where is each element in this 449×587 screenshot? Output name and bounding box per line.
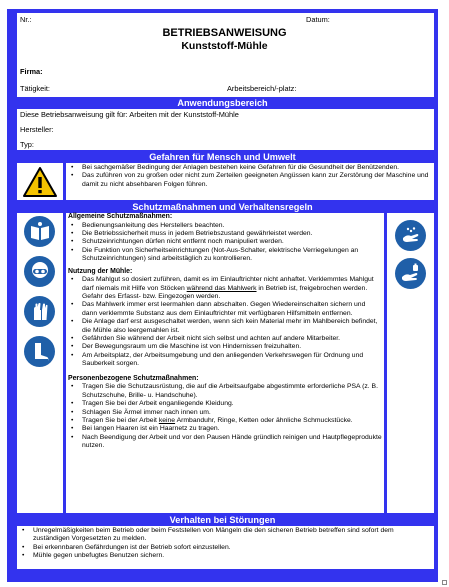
list-item: • Die Anlage darf erst ausgeschaltet werden, wenn sich kein Material mehr im Mahlbereich befindet, die Mühle also leergemahlen ist.: [68, 318, 382, 335]
safety-gloves-icon: [24, 296, 55, 327]
person-keine-underlined: keine: [158, 416, 176, 424]
nutzung-list: [68, 276, 382, 368]
person-keine-pre: Tragen Sie bei der Arbeit: [82, 416, 159, 424]
firma-label: Firma:: [20, 67, 43, 76]
gefahren-heading: Gefahren für Mensch und Umwelt: [149, 152, 296, 162]
nutzung-first-post: in Betrieb ist, freigebrochen werden. Gefahr des Erfasst- bzw. Eingezogen werden.: [82, 284, 368, 301]
list-item: • Die Betriebssicherheit muss in jedem Betriebszustand gewährleistet werden.: [68, 230, 382, 238]
list-item: • Gefährden Sie während der Arbeit nicht sich selbst und achten auf andere Mitarbeiter.: [68, 335, 382, 343]
resize-handle[interactable]: [442, 580, 447, 585]
list-item: • Mühle gegen unbefugtes Benutzen sichern.: [19, 552, 432, 560]
list-item: [68, 276, 382, 301]
gefahren-list: [68, 164, 432, 189]
list-item: • Nach Beendigung der Arbeit und vor den Pausen Hände gründlich reinigen und Hautpflegeprodukte nutzen.: [68, 434, 382, 451]
list-item: • Tragen Sie die Schutzausrüstung, die auf die Arbeitsaufgabe abgestimmte erforderliche PSA (z. B. Schutzschuhe, Brille- u. Handschuhe).: [68, 383, 382, 400]
list-item: • Bei langen Haaren ist ein Haarnetz zu tragen.: [68, 425, 382, 433]
list-item: • Schutzeinrichtungen dürfen nicht entfernt noch manipuliert werden.: [68, 238, 382, 246]
list-item: • Bei sachgemäßer Bedingung der Anlagen bestehen keine Gefahren für die Gesundheit der Benützenden.: [68, 164, 432, 172]
typ-label: Typ:: [20, 140, 34, 149]
list-item: • Der Bewegungsraum um die Maschine ist von Hindernissen freizuhalten.: [68, 343, 382, 351]
list-item: • Die Funktion von Sicherheitseinrichtungen (Not-Aus-Schalter, elektrische Verriegelungen an Schutzeinrichtungen) sind arbeitstäglich zu kontrollieren.: [68, 247, 382, 264]
stoerungen-list: [19, 527, 432, 561]
nutzung-first-pre: Das Mahlgut so dosiert zuführen, damit es im Einlauftrichter nicht anhaftet. Verklemmtes Mahlgut darf niemals mit Hilfe von Stöcken: [82, 276, 374, 292]
stoerungen-heading: Verhalten bei Störungen: [169, 515, 276, 525]
list-item: • Bedienungsanleitung des Herstellers beachten.: [68, 222, 382, 230]
list-item: • Tragen Sie bei der Arbeit enganliegende Kleidung.: [68, 400, 382, 408]
taetigkeit-label: Tätigkeit:: [20, 84, 50, 93]
list-item: • Am Arbeitsplatz, der Arbeitsumgebung und den anliegenden Verkehrswegen für Ordnung und Sauberkeit sorgen.: [68, 352, 382, 369]
safety-boots-icon: [24, 336, 55, 367]
document-title: BETRIEBSANWEISUNG: [162, 27, 287, 39]
person-list: [68, 383, 382, 450]
document-subtitle: Kunststoff-Mühle: [181, 40, 268, 52]
hersteller-label: Hersteller:: [20, 125, 54, 134]
allgemein-list: [68, 222, 382, 264]
person-title: Personenbezogene Schutzmaßnahmen:: [68, 374, 199, 382]
schutz-content: [68, 213, 382, 451]
safety-goggles-icon: [24, 256, 55, 287]
skin-care-icon: [395, 258, 426, 289]
nutzung-title: Nutzung der Mühle:: [68, 267, 133, 275]
allgemein-title: Allgemeine Schutzmaßnahmen:: [68, 213, 173, 220]
header-block: [17, 13, 434, 97]
list-item: • Schlagen Sie Ärmel immer nach innen um.: [68, 409, 382, 417]
list-item: • Unregelmäßigkeiten beim Betrieb oder beim Feststellen von Mängeln die den sicheren Betrieb betreffen sind sofort dem zuständigen Vorgesetzten zu melden.: [19, 527, 432, 544]
list-item: • Das Mahlwerk immer erst leermahlen dann abschalten. Gegen Wiedereinschalten sichern und dann verklemmte Substanz aus dem Einlauftrichter mit verfügbaren Hilfsmitteln entfernen.: [68, 301, 382, 318]
read-manual-icon: [24, 216, 55, 247]
schutzmassnahmen-heading: Schutzmaßnahmen und Verhaltensregeln: [132, 202, 313, 212]
list-item: • Bei erkennbaren Gefährdungen ist der Betrieb sofort einzustellen.: [19, 544, 432, 552]
datum-label: Datum:: [306, 15, 330, 24]
anwendungsbereich-text: Diese Betriebsanweisung gilt für: Arbeiten mit der Kunststoff-Mühle: [20, 110, 239, 119]
wash-hands-icon: [395, 220, 426, 251]
list-item: [68, 417, 382, 425]
list-item: • Das zuführen von zu großen oder nicht zum Zerteilen geeigneten Angüssen kann zur Zerstörung der Maschine und damit zu nicht absehbaren Folgen führen.: [68, 172, 432, 189]
anwendungsbereich-heading: Anwendungsbereich: [177, 98, 268, 108]
nutzung-first-underlined: während das Mahlwerk: [186, 284, 257, 292]
nr-label: Nr.:: [20, 15, 32, 24]
person-keine-post: Armbanduhr, Ringe, Ketten oder ähnliche Schmuckstücke.: [175, 416, 353, 424]
arbeitsbereich-label: Arbeitsbereich/-platz:: [227, 84, 297, 93]
warning-triangle-icon: [22, 166, 58, 198]
